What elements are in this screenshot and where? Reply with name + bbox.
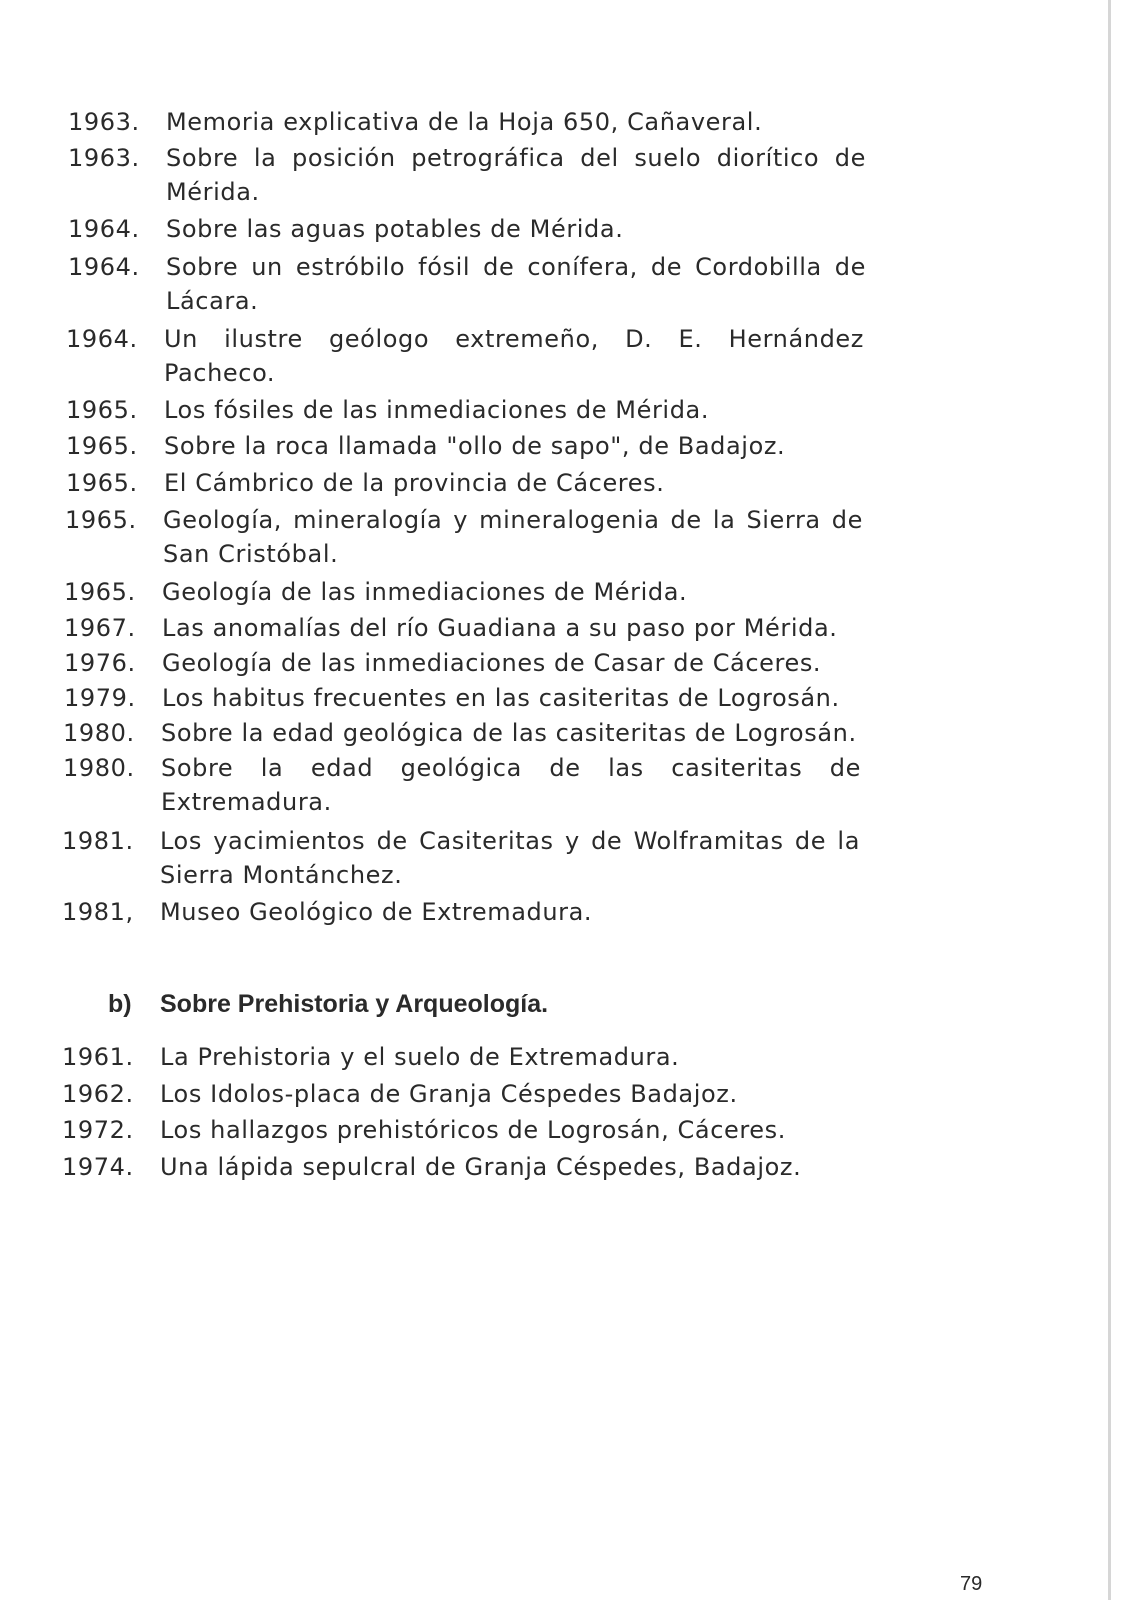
entry-year: 1964. [68, 253, 140, 281]
entry-title: Sobre un estróbilo fósil de conífera, de Cordobilla de Lácara. [166, 253, 866, 315]
page-number: 79 [960, 1573, 983, 1595]
page-edge [1108, 0, 1111, 1600]
entry-title: Los hallazgos prehistóricos de Logrosán, Cáceres. [160, 1116, 787, 1144]
entry-year: 1980. [63, 754, 135, 782]
entry-title: La Prehistoria y el suelo de Extremadura. [160, 1043, 680, 1071]
entry-title: Las anomalías del río Guadiana a su paso por Mérida. [162, 614, 838, 642]
entry-year: 1963. [68, 144, 140, 172]
entry-year: 1962. [62, 1080, 134, 1108]
entry-title: Una lápida sepulcral de Granja Céspedes, Badajoz. [160, 1153, 802, 1181]
entry-year: 1981, [62, 898, 134, 926]
entry-year: 1965. [64, 578, 136, 606]
entry-title: Sobre la roca llamada "ollo de sapo", de Badajoz. [164, 432, 786, 460]
section-letter: b) [108, 990, 132, 1018]
entry-title: Geología de las inmediaciones de Casar de Cáceres. [162, 649, 822, 677]
entry-year: 1981. [62, 827, 134, 855]
entry-title: Los fósiles de las inmediaciones de Mérida. [164, 396, 710, 424]
entry-title: Los yacimientos de Casiteritas y de Wolframitas de la Sierra Montánchez. [160, 827, 860, 889]
entry-year: 1965. [66, 469, 138, 497]
entry-title: Sobre la posición petrográfica del suelo diorítico de Mérida. [166, 144, 866, 206]
section-title: Sobre Prehistoria y Arqueología. [160, 990, 549, 1018]
entry-title: Geología de las inmediaciones de Mérida. [162, 578, 688, 606]
entry-title: El Cámbrico de la provincia de Cáceres. [164, 469, 665, 497]
entry-title: Geología, mineralogía y mineralogenia de la Sierra de San Cristóbal. [163, 506, 863, 568]
entry-year: 1979. [64, 684, 136, 712]
entry-year: 1964. [66, 325, 138, 353]
entry-year: 1961. [62, 1043, 134, 1071]
entry-year: 1976. [64, 649, 136, 677]
entry-year: 1974. [62, 1153, 134, 1181]
entry-year: 1963. [68, 108, 140, 136]
entry-year: 1965. [66, 396, 138, 424]
entry-year: 1980. [63, 719, 135, 747]
entry-title: Los Idolos-placa de Granja Céspedes Badajoz. [160, 1080, 738, 1108]
entry-year: 1965. [65, 506, 137, 534]
entry-year: 1964. [68, 215, 140, 243]
entry-title: Sobre la edad geológica de las casiteritas de Extremadura. [161, 754, 861, 816]
entry-year: 1967. [64, 614, 136, 642]
entry-year: 1965. [66, 432, 138, 460]
entry-title: Los habitus frecuentes en las casiteritas de Logrosán. [162, 684, 840, 712]
entry-title: Sobre la edad geológica de las casiteritas de Logrosán. [161, 719, 857, 747]
entry-title: Un ilustre geólogo extremeño, D. E. Hernández Pacheco. [164, 325, 864, 387]
entry-title: Museo Geológico de Extremadura. [160, 898, 593, 926]
entry-title: Memoria explicativa de la Hoja 650, Cañaveral. [166, 108, 763, 136]
entry-year: 1972. [62, 1116, 134, 1144]
entry-title: Sobre las aguas potables de Mérida. [166, 215, 624, 243]
